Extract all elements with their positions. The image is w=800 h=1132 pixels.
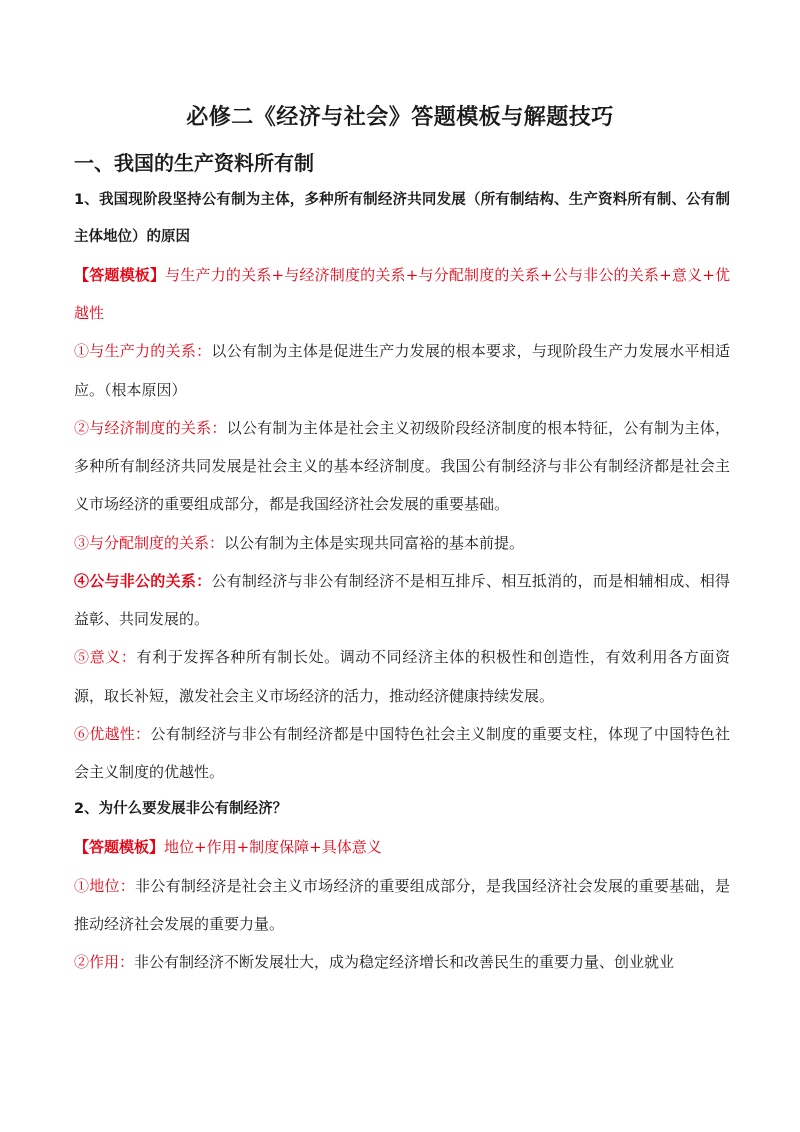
point-superiority [74, 715, 730, 792]
page-title: 必修二《经济与社会》答题模板与解题技巧 [186, 105, 614, 130]
question-2: 2、为什么要发展非公有制经济？ [74, 801, 288, 818]
template-label: 【答题模板】 [74, 838, 165, 857]
content-body [74, 182, 730, 981]
point-productivity [74, 332, 730, 409]
question-1: 1、我国现阶段坚持公有制为主体，多种所有制经济共同发展（所有制结构、生产资料所有制、公有制主体地位）的原因 [74, 192, 730, 245]
point-label: ①与生产力的关系： [74, 342, 212, 361]
point-label: ①地位： [74, 876, 136, 895]
template-body: 与生产力的关系+与经济制度的关系+与分配制度的关系+公与非公的关系+意义+优越性 [74, 265, 730, 323]
point-significance [74, 638, 730, 715]
point-economic-system [74, 409, 730, 524]
point-text: 公有制经济与非公有制经济不是相互排斥、相互抵消的，而是相辅相成、相得益彰、共同发展的。 [74, 571, 730, 629]
point-status [74, 867, 730, 944]
point-text: 以公有制为主体是实现共同富裕的基本前提。 [224, 533, 525, 552]
point-role [74, 943, 730, 981]
point-text: 非公有制经济是社会主义市场经济的重要组成部分，是我国经济社会发展的重要基础，是推动经济社会发展的重要力量。 [74, 876, 730, 933]
point-text: 非公有制经济不断发展壮大，成为稳定经济增长和改善民生的重要力量、创业就业 [134, 953, 675, 972]
answer-template-2 [74, 828, 730, 866]
point-distribution [74, 524, 730, 562]
point-label: ④公与非公的关系： [74, 571, 212, 590]
point-label: ②作用： [74, 953, 135, 972]
point-text: 以公有制为主体是社会主义初级阶段经济制度的根本特征，公有制为主体，多种所有制经济共同发展是社会主义的基本经济制度。我国公有制经济与非公有制经济都是社会主义市场经济的重要组成部分，都是我国经济社会发展的重要基础。 [74, 418, 730, 514]
section-heading: 一、我国的生产资料所有制 [74, 151, 314, 175]
point-label: ③与分配制度的关系： [74, 533, 225, 552]
template-label: 【答题模板】 [74, 265, 166, 284]
point-text: 以公有制为主体是促进生产力发展的根本要求，与现阶段生产力发展水平相适应。（根本原因） [74, 342, 730, 399]
point-public-nonpublic [74, 562, 730, 639]
point-text: 公有制经济与非公有制经济都是中国特色社会主义制度的重要支柱，体现了中国特色社会主义制度的优越性。 [74, 724, 730, 782]
point-label: ⑤意义： [74, 648, 137, 667]
point-label: ②与经济制度的关系： [74, 418, 227, 437]
point-text: 有利于发挥各种所有制长处。调动不同经济主体的积极性和创造性，有效利用各方面资源，取长补短，激发社会主义市场经济的活力，推动经济健康持续发展。 [74, 648, 730, 705]
template-body: 地位+作用+制度保障+具体意义 [164, 838, 382, 857]
point-label: ⑥优越性： [74, 724, 151, 743]
answer-template-1 [74, 256, 730, 333]
